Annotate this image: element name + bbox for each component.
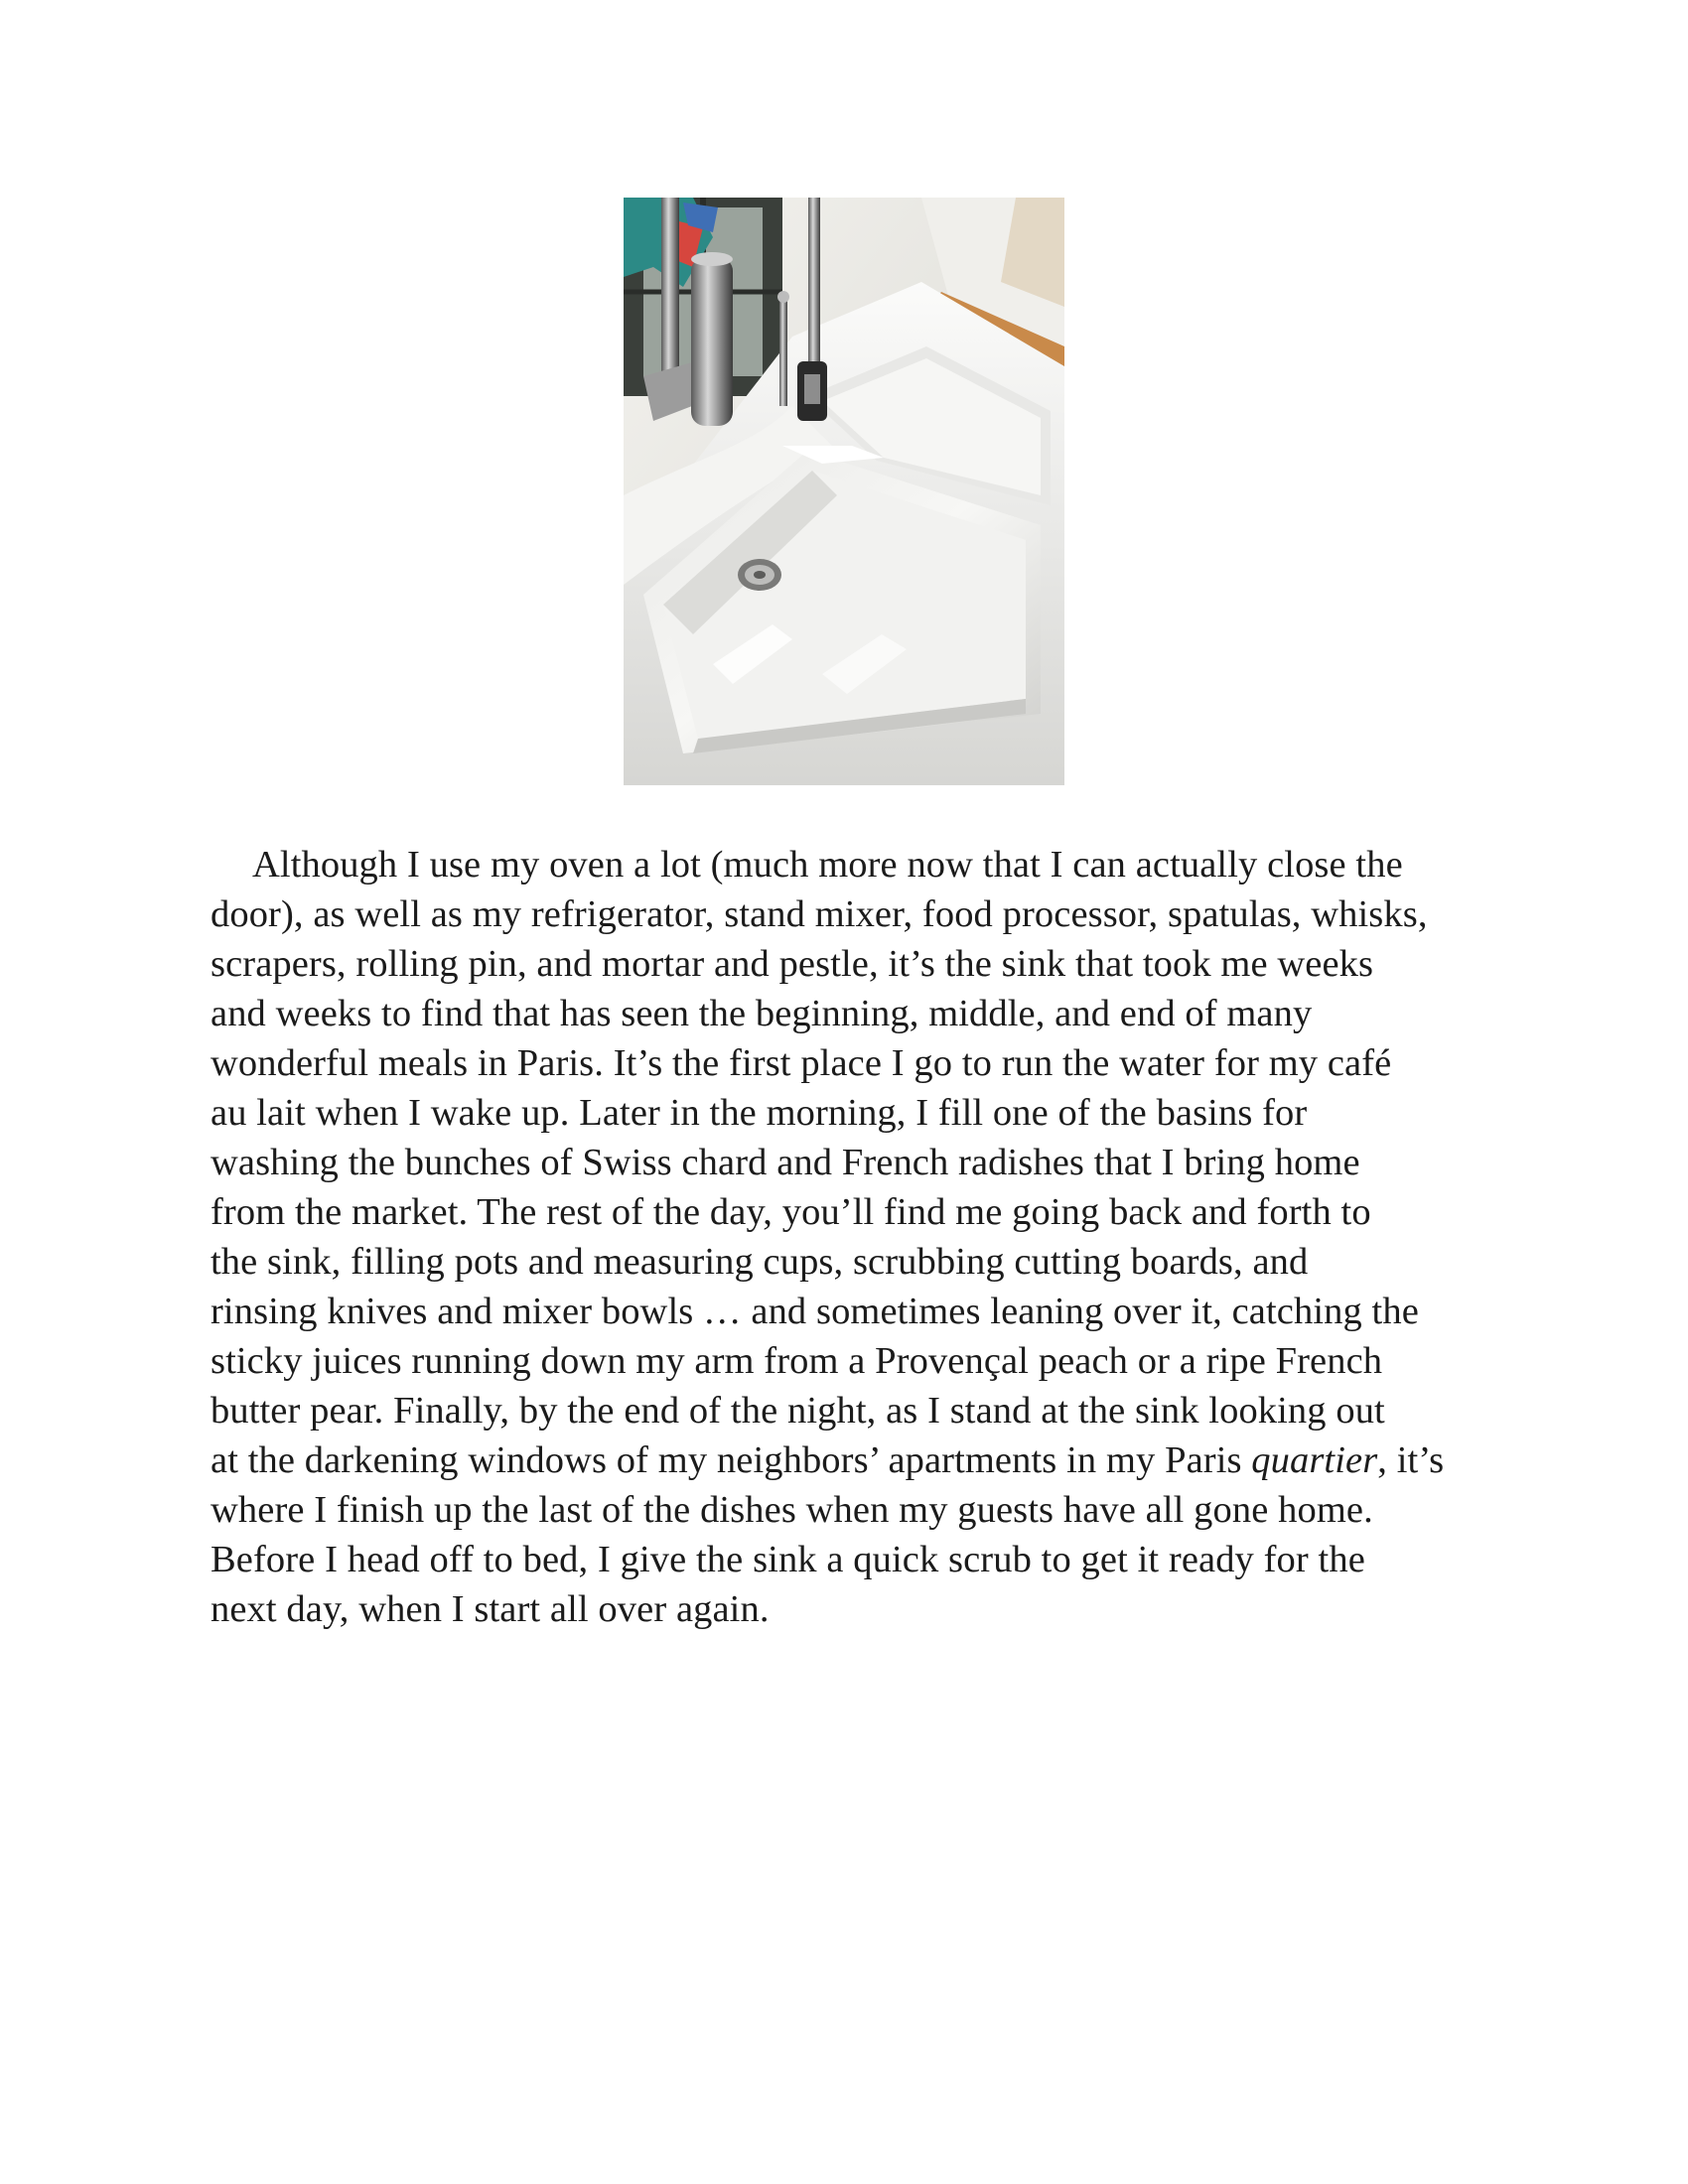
text-line-14: where I finish up the last of the dishes when my guests have all gone home.: [211, 1489, 1373, 1531]
text-line-12: butter pear. Finally, by the end of the night, as I stand at the sink looking out: [211, 1390, 1385, 1432]
text-line-9: the sink, filling pots and measuring cups, scrubbing cutting boards, and: [211, 1241, 1309, 1283]
sink-photo: [624, 198, 1064, 785]
text-line-10: rinsing knives and mixer bowls … and sometimes leaning over it, catching the: [211, 1291, 1419, 1332]
kitchen-sink-icon: [624, 198, 1064, 785]
text-line-2: door), as well as my refrigerator, stand mixer, food processor, spatulas, whisks,: [211, 893, 1428, 935]
text-line-3: scrapers, rolling pin, and mortar and pestle, it’s the sink that took me weeks: [211, 943, 1374, 985]
italic-word-quartier: quartier: [1251, 1439, 1378, 1481]
text-line-4: and weeks to find that has seen the beginning, middle, and end of many: [211, 993, 1313, 1034]
text-line-13: [211, 1435, 1491, 1485]
text-line-6: au lait when I wake up. Later in the morning, I fill one of the basins for: [211, 1092, 1308, 1134]
text-line-7: washing the bunches of Swiss chard and French radishes that I bring home: [211, 1142, 1360, 1183]
text-line-15: Before I head off to bed, I give the sink a quick scrub to get it ready for the: [211, 1539, 1365, 1580]
text-line-1: Although I use my oven a lot (much more now that I can actually close the: [252, 844, 1403, 886]
text-line-13-after: , it’s: [1377, 1439, 1445, 1481]
text-line-5: wonderful meals in Paris. It’s the first place I go to run the water for my café: [211, 1042, 1392, 1084]
text-line-16: next day, when I start all over again.: [211, 1588, 770, 1630]
body-paragraph: [211, 840, 1491, 1634]
text-line-13-before: at the darkening windows of my neighbors’ apartments in my Paris: [211, 1439, 1252, 1481]
text-line-11: sticky juices running down my arm from a Provençal peach or a ripe French: [211, 1340, 1383, 1382]
text-line-8: from the market. The rest of the day, you’ll find me going back and forth to: [211, 1191, 1371, 1233]
